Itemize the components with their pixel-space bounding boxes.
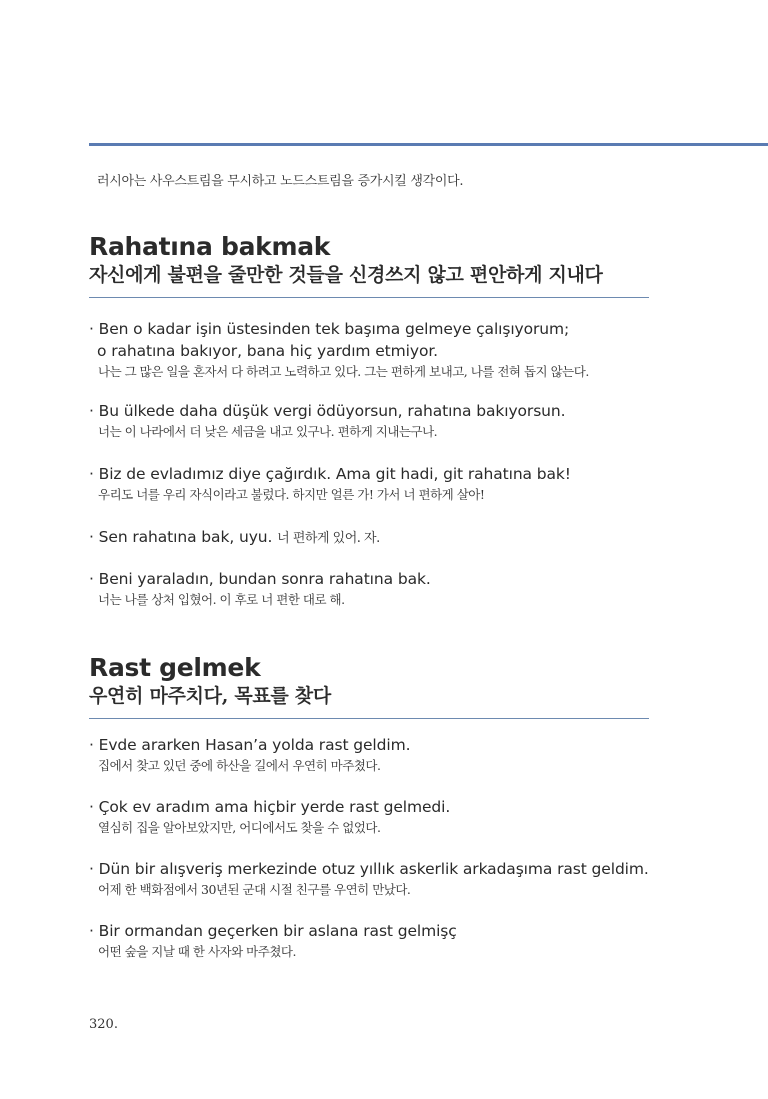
turkish-sentence-continued: o rahatına bakıyor, bana hiç yardım etmiyor. [97, 342, 438, 360]
korean-translation: 어떤 숲을 지날 때 한 사자와 마주쳤다. [98, 944, 296, 959]
example-entry [89, 734, 759, 775]
example-entry [89, 400, 759, 441]
section-subtitle: 자신에게 불편을 줄만한 것들을 신경쓰지 않고 편안하게 지내다 [89, 264, 603, 286]
turkish-sentence-line [89, 526, 759, 550]
example-entry [89, 463, 759, 504]
korean-translation: 열심히 집을 알아보았지만, 어디에서도 찾을 수 없었다. [98, 820, 381, 835]
section-title: Rast gelmek [89, 653, 261, 682]
section-rahatina-bakmak [89, 232, 649, 298]
korean-translation: 너는 이 나라에서 더 낮은 세금을 내고 있구나. 편하게 지내는구나. [98, 424, 438, 439]
turkish-sentence: · Bir ormandan geçerken bir aslana rast gelmişç [89, 922, 457, 940]
section-rule [89, 718, 649, 719]
korean-translation: 너는 나를 상처 입혔어. 이 후로 너 편한 대로 해. [98, 592, 345, 607]
turkish-sentence: · Evde ararken Hasan’a yolda rast geldim. [89, 736, 411, 754]
example-entry [89, 920, 759, 961]
korean-translation: 어제 한 백화점에서 30년된 군대 시절 친구를 우연히 만났다. [98, 882, 411, 897]
turkish-sentence: · Ben o kadar işin üstesinden tek başıma gelmeye çalışıyorum; [89, 320, 570, 338]
turkish-sentence: · Bu ülkede daha düşük vergi ödüyorsun, rahatına bakıyorsun. [89, 402, 566, 420]
section-subtitle: 우연히 마주치다, 목표를 찾다 [89, 685, 331, 707]
example-entry [89, 318, 759, 381]
section-rast-gelmek [89, 653, 649, 719]
korean-translation: 나는 그 많은 일을 혼자서 다 하려고 노력하고 있다. 그는 편하게 보내고, 나를 전혀 돕지 않는다. [98, 364, 589, 379]
page-number: 320. [89, 1017, 118, 1032]
korean-translation: 너 편하게 있어. 자. [277, 531, 380, 546]
turkish-sentence: · Çok ev aradım ama hiçbir yerde rast gelmedi. [89, 798, 451, 816]
turkish-sentence: · Sen rahatına bak, uyu. [89, 528, 273, 546]
turkish-sentence: · Dün bir alışveriş merkezinde otuz yıllık askerlik arkadaşıma rast geldim. [89, 860, 649, 878]
example-entry [89, 526, 759, 550]
korean-translation: 우리도 너를 우리 자식이라고 불렀다. 하지만 얼른 가! 가서 너 편하게 살아! [98, 487, 485, 502]
intro-sentence: 러시아는 사우스트림을 무시하고 노드스트림을 증가시킬 생각이다. [97, 174, 464, 189]
turkish-sentence: · Beni yaraladın, bundan sonra rahatına bak. [89, 570, 431, 588]
korean-translation: 집에서 찾고 있던 중에 하산을 길에서 우연히 마주쳤다. [98, 758, 381, 773]
header-rule [89, 143, 768, 146]
section-rule [89, 297, 649, 298]
turkish-sentence: · Biz de evladımız diye çağırdık. Ama git hadi, git rahatına bak! [89, 465, 571, 483]
example-entry [89, 568, 759, 609]
example-entry [89, 796, 759, 837]
example-entry [89, 858, 759, 899]
section-title: Rahatına bakmak [89, 232, 331, 261]
